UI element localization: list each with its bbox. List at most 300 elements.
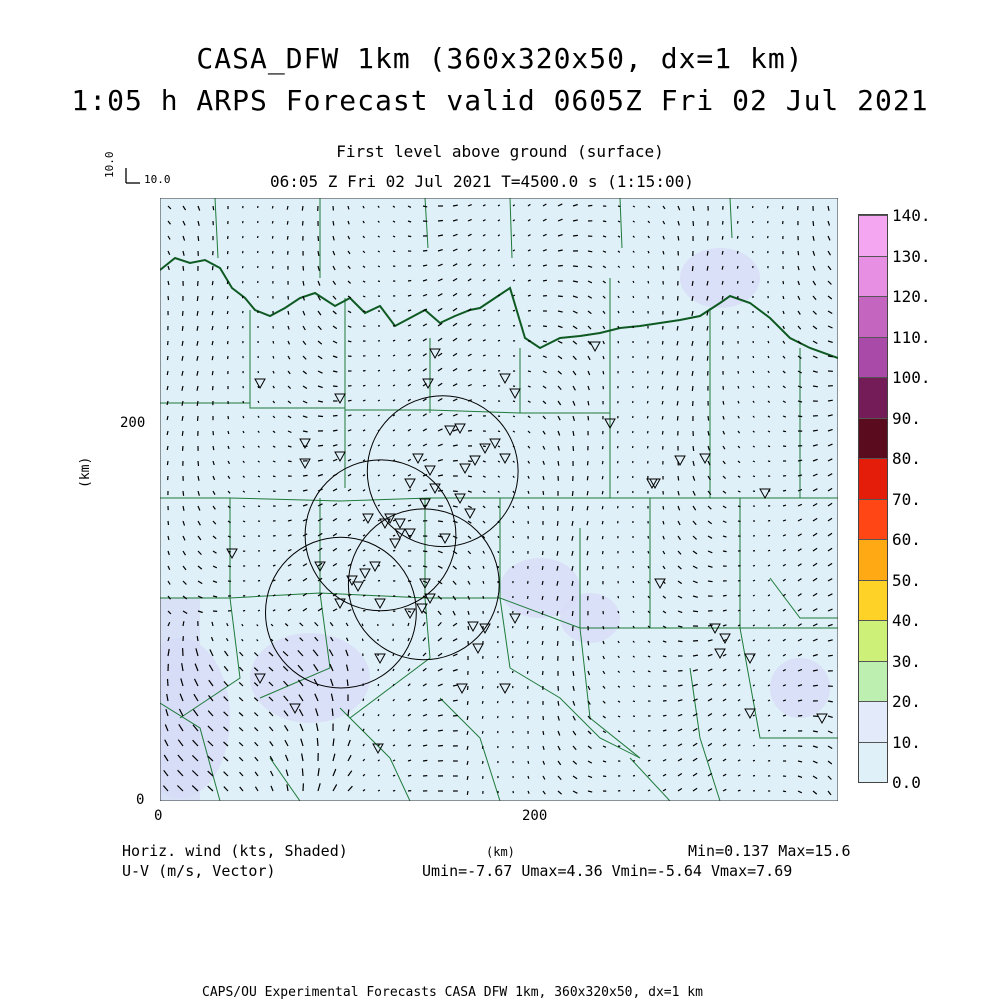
wind-vector [753,760,755,761]
wind-vector [783,490,786,491]
colorbar-segment [859,256,887,297]
wind-vector [558,461,559,466]
wind-vector [408,520,411,521]
wind-vector [378,790,380,791]
wind-vector [618,446,619,448]
wind-vector [768,206,769,208]
wind-vector [287,221,288,225]
wind-vector [302,768,303,776]
wind-vector [737,251,738,254]
wind-vector [483,370,486,371]
wind-vector [287,206,288,210]
wind-vector [647,416,648,418]
wind-vector [663,506,664,510]
wind-vector [167,446,168,450]
wind-vector [633,446,634,448]
wind-vector [587,566,588,570]
wind-vector [768,326,769,328]
wind-vector [378,281,380,282]
wind-vector [753,595,755,596]
wind-vector [542,641,543,645]
wind-vector [527,626,528,629]
wind-vector [813,221,814,226]
wind-vector [753,476,755,477]
wind-vector [513,536,514,538]
wind-vector [378,400,380,401]
wind-vector [363,595,365,596]
x-tick-0: 0 [154,808,163,824]
colorbar-segment [859,499,887,540]
wind-vector [528,506,529,509]
wind-vector [243,536,245,537]
wind-vector [602,461,603,464]
wind-vector [198,236,199,241]
wind-vector [633,281,634,283]
wind-vector [587,581,588,585]
wind-vector [602,491,603,494]
wind-vector [363,311,365,312]
wind-vector [648,266,649,268]
wind-vector [378,699,379,701]
wind-vector [633,701,635,702]
wind-vector [378,535,380,536]
wind-vector [378,385,380,386]
wind-vector [498,446,500,447]
wind-vector [513,656,514,658]
wind-vector [768,745,770,746]
wind-vector [197,401,198,406]
wind-vector [783,206,784,209]
wind-vector [753,206,754,208]
wind-vector [363,611,365,612]
colorbar-segment [859,661,887,702]
wind-vector [498,356,500,357]
wind-vector [378,684,379,686]
colorbar-segment [859,580,887,621]
wind-vector [287,236,288,240]
wind-vector [483,671,484,674]
wind-vector [467,716,468,720]
wind-vector [528,371,531,372]
wind-vector [618,716,620,717]
wind-vector [258,595,260,596]
wind-vector [243,401,244,403]
wind-vector [783,296,784,299]
wind-vector [408,236,411,237]
wind-vector [738,281,739,284]
title-line-2: 1:05 h ARPS Forecast valid 0605Z Fri 02 Jul 2021 [71,84,929,117]
wind-vector [273,550,276,551]
wind-vector [602,521,603,524]
wind-vector [602,476,603,479]
wind-vector [618,731,620,732]
colorbar-segment [859,742,887,783]
wind-vector [662,371,663,374]
uv-range-text: Umin=-7.67 Umax=4.36 Vmin=-5.64 Vmax=7.69 [422,862,793,880]
wind-vector [212,281,213,285]
wind-vector [378,266,380,267]
colorbar-label: 70. [892,489,921,509]
wind-vector [692,266,693,271]
wind-vector [483,596,484,599]
wind-vector [663,656,666,657]
wind-vector [273,251,274,254]
wind-vector [543,551,544,555]
wind-vector [648,386,649,388]
colorbar-label: 30. [892,651,921,671]
wind-vector [243,251,244,253]
wind-vector [227,296,228,299]
x-axis-label: (km) [486,845,515,859]
wind-vector [453,716,458,717]
ref-vector-h-label: 10.0 [144,173,171,186]
wind-vector [423,251,427,252]
wind-vector [753,565,755,566]
wind-vector [798,716,802,717]
wind-vector [228,431,229,434]
wind-vector [498,671,499,673]
wind-vector [707,356,708,361]
wind-vector [273,565,276,566]
wind-vector [573,235,578,236]
wind-vector [557,641,558,646]
wind-vector [482,716,483,719]
wind-vector [227,266,228,269]
wind-vector [618,491,619,493]
title-line-1: CASA_DFW 1km (360x320x50, dx=1 km) [196,42,804,75]
wind-vector [527,641,528,644]
wind-vector [498,686,499,688]
wind-vector [198,461,199,466]
wind-vector [633,581,634,583]
wind-vector [543,326,547,327]
wind-vector [423,551,427,552]
wind-vector [258,491,260,492]
wind-vector [543,671,544,675]
wind-vector [258,401,259,403]
wind-vector [393,550,395,551]
colorbar-label: 60. [892,530,921,549]
wind-vector [348,710,349,717]
wind-vector [722,266,723,270]
wind-vector [603,221,606,222]
wind-vector [272,221,273,224]
colorbar-label: 20. [892,692,921,711]
wind-vector [408,295,411,296]
wind-vector [813,386,818,387]
wind-vector [303,221,304,226]
wind-vector [213,446,214,450]
wind-vector [753,730,755,731]
colorbar-segment [859,418,887,459]
colorbar-segment [859,296,887,337]
wind-vector [528,596,529,599]
wind-vector [197,636,198,641]
wind-vector [572,491,573,496]
wind-vector [753,776,755,777]
wind-vector [378,356,380,357]
wind-vector [213,206,214,210]
wind-vector [393,790,395,791]
wind-vector [453,461,458,462]
wind-vector [272,236,273,239]
wind-vector [513,401,515,402]
wind-vector [738,386,739,389]
colorbar-label: 100. [892,368,931,387]
wind-vector [363,714,364,716]
x-tick-200: 200 [522,808,548,824]
wind-vector [783,791,786,792]
wind-vector [618,461,619,463]
wind-vector [662,401,663,404]
colorbar-label: 120. [892,287,931,306]
wind-vector [362,639,363,641]
wind-vector [798,251,799,255]
wind-vector [722,236,723,240]
wind-vector [723,401,724,405]
wind-vector [662,356,663,360]
wind-vector [482,686,483,689]
wind-vector [662,431,663,435]
wind-vector [602,536,603,539]
wind-vector [348,341,351,342]
wind-vector [663,715,666,716]
wind-vector [648,760,650,761]
wind-vector [648,281,649,283]
y-tick-0: 0 [136,792,145,808]
wind-vector [513,506,514,508]
wind-vector [662,416,663,420]
colorbar-label: 10. [892,732,921,752]
wind-vector [543,491,544,495]
wind-vector [243,416,244,418]
wind-vector [618,221,620,222]
wind-vector [258,236,259,238]
wind-vector [768,550,770,551]
wind-vector [588,251,592,252]
wind-vector [692,281,693,286]
wind-vector [572,611,573,616]
wind-vector [737,236,738,239]
wind-vector [588,401,589,405]
wind-vector [243,281,244,283]
wind-vector [212,356,213,360]
wind-vector [333,386,338,387]
wind-vector [678,641,683,642]
wind-vector [438,221,443,222]
wind-vector [738,580,741,581]
wind-vector [783,431,786,432]
wind-map [160,198,838,801]
wind-vector [602,506,603,509]
wind-vector [273,341,274,344]
wind-vector [498,340,500,341]
wind-vector [618,206,620,207]
wind-vector [362,624,363,626]
wind-vector [393,251,395,252]
wind-vector [557,536,558,541]
footer-shaded-label: Horiz. wind (kts, Shaded) [122,842,348,860]
wind-vector [378,370,380,371]
wind-vector [603,626,604,629]
wind-vector [363,699,364,701]
wind-vector [798,460,802,461]
wind-vector [333,221,334,226]
wind-vector [753,580,755,581]
wind-vector [798,416,802,417]
wind-vector [633,596,634,598]
wind-vector [753,371,754,373]
wind-vector [528,776,529,779]
wind-vector [482,731,483,734]
wind-vector [183,311,184,316]
wind-vector [648,431,649,433]
wind-vector [557,626,558,631]
wind-vector [483,446,486,447]
colorbar-label: 130. [892,246,931,266]
wind-vector [633,296,634,298]
wind-vector [168,679,169,686]
wind-vector [678,296,679,301]
wind-vector [828,655,833,656]
wind-vector [288,311,289,315]
wind-vector [258,581,260,582]
wind-vector [183,266,184,271]
wind-vector [498,701,499,703]
wind-vector [182,326,183,331]
wind-vector [662,341,663,345]
wind-vector [723,595,727,596]
ref-vector-v-label: 10.0 [103,151,116,178]
wind-vector [648,775,650,776]
wind-vector [768,461,770,462]
wind-vector [678,236,679,241]
wind-vector [527,656,528,659]
wind-vector [542,581,543,585]
wind-vector [693,611,698,612]
wind-vector [438,521,443,522]
wind-vector [678,476,679,481]
wind-vector [212,371,213,375]
wind-vector [753,461,755,462]
wind-vector [768,535,770,536]
wind-vector [467,701,468,705]
colorbar-label: 140. [892,206,931,225]
colorbar-segment [859,539,887,580]
colorbar [858,214,888,783]
wind-vector [722,311,723,315]
wind-vector [828,400,833,401]
wind-vector [708,581,713,582]
wind-vector [332,709,333,717]
wind-vector [738,371,739,374]
wind-vector [663,266,664,270]
wind-vector [182,431,183,436]
wind-vector [633,686,635,687]
wind-vector [273,356,274,359]
colorbar-segment [859,215,887,256]
wind-vector [738,206,739,209]
colorbar-segment [859,377,887,418]
wind-vector [198,416,199,421]
wind-vector [213,386,214,390]
wind-vector [738,595,741,596]
wind-vector [168,296,169,300]
wind-vector [393,355,395,356]
wind-vector [467,791,468,795]
footer-credit: CAPS/OU Experimental Forecasts CASA DFW 1km, 360x320x50, dx=1 km [202,985,703,1000]
wind-vector [258,610,260,611]
colorbar-label: 0.0 [892,773,921,792]
wind-vector [408,281,411,282]
wind-vector [468,626,469,630]
wind-vector [573,446,574,451]
wind-vector [783,281,784,284]
wind-vector [197,296,198,301]
wind-vector [258,371,259,373]
wind-vector [453,491,458,492]
wind-vector [393,520,395,521]
colorbar-segment [859,620,887,661]
wind-vector [828,356,833,357]
wind-vector [603,371,604,374]
y-tick-200: 200 [120,415,146,431]
wind-vector [768,446,770,447]
wind-vector [393,654,394,656]
wind-vector [723,221,724,225]
wind-vector [618,626,619,628]
colorbar-segment [859,458,887,499]
colorbar-label: 40. [892,611,921,630]
wind-vector [258,506,260,507]
wind-vector [722,296,723,300]
wind-vector [467,776,468,780]
wind-vector [513,326,515,327]
wind-vector [468,431,472,432]
wind-vector [408,775,411,776]
wind-vector [737,266,738,269]
wind-vector [167,461,168,465]
wind-vector [498,536,499,538]
wind-vector [227,326,228,329]
wind-vector [768,521,770,522]
wind-vector [587,491,588,495]
wind-vector [288,505,292,506]
wind-vector [183,446,184,451]
wind-vector [722,281,723,285]
wind-vector [483,761,484,764]
wind-vector [662,386,663,389]
wind-vector [212,266,213,270]
wind-vector [468,476,472,477]
wind-vector [707,251,708,256]
wind-vector [483,581,484,584]
wind-vector [573,266,578,267]
wind-vector [183,491,184,496]
wind-vector [303,266,304,271]
wind-vector [438,746,443,747]
wind-vector [813,685,818,686]
wind-vector [363,385,365,386]
wind-vector [588,205,592,206]
wind-vector [648,671,650,672]
wind-vector [318,236,319,241]
y-axis-label: (km) [78,456,93,488]
wind-vector [453,700,458,701]
wind-vector [513,310,515,311]
wind-vector [557,521,558,526]
wind-vector [482,701,483,704]
